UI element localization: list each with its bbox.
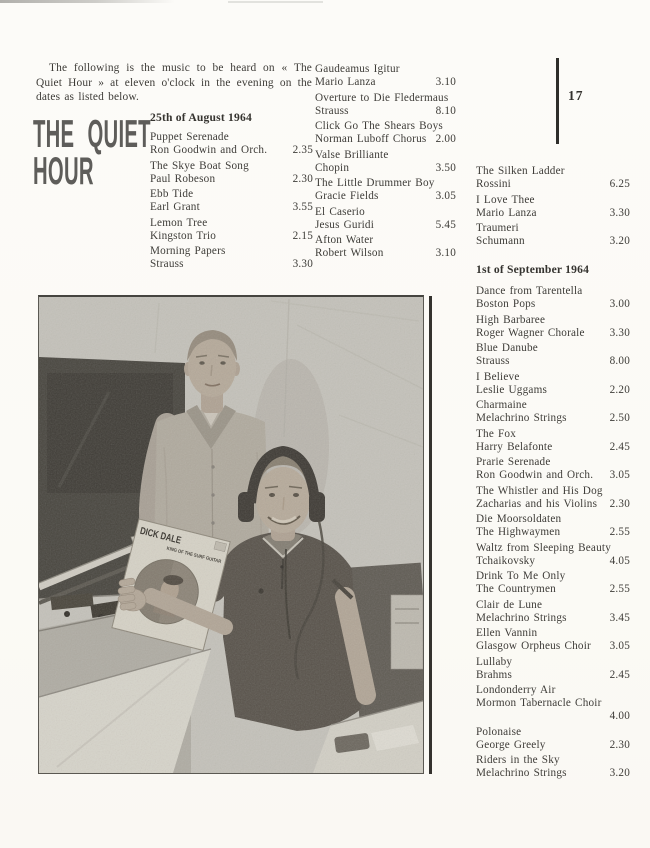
- song-meta: [476, 207, 630, 220]
- song-entry: [315, 63, 456, 89]
- song-duration: 2.45: [609, 668, 630, 681]
- song-meta: [476, 583, 630, 596]
- song-artist: Kingston Trio: [150, 229, 217, 242]
- song-meta: [150, 230, 313, 243]
- song-title: Lullaby: [476, 655, 513, 668]
- song-title: Dance from Tarentella: [476, 285, 583, 297]
- song-artist: Harry Belafonte: [476, 440, 553, 453]
- song-duration: 2.55: [609, 583, 630, 595]
- song-meta: [476, 412, 630, 425]
- song-meta: [476, 441, 630, 454]
- page-number-rule: [556, 58, 559, 144]
- song-entry: [476, 684, 630, 723]
- song-entry: [476, 726, 630, 752]
- song-meta: [315, 247, 456, 260]
- song-artist: Strauss: [315, 104, 349, 117]
- section-heading-august: 25th of August 1964: [150, 111, 253, 124]
- song-title: Clair de Lune: [476, 598, 543, 611]
- song-entry: [476, 222, 630, 248]
- song-list-august-3: [476, 165, 630, 248]
- song-meta: [476, 384, 630, 397]
- song-artist: Ron Goodwin and Orch.: [476, 469, 594, 481]
- song-artist: Mario Lanza: [315, 76, 376, 88]
- song-duration: 2.00: [435, 133, 456, 145]
- song-duration: 4.05: [609, 554, 630, 567]
- song-entry: [150, 131, 313, 157]
- song-entry: [476, 656, 630, 682]
- song-title: Prarie Serenade: [476, 456, 551, 468]
- song-title: The Little Drummer Boy: [315, 177, 435, 189]
- song-entry: [476, 542, 630, 568]
- song-title: Gaudeamus Igitur: [315, 63, 400, 75]
- song-title: High Barbaree: [476, 313, 546, 326]
- song-entry: [315, 177, 456, 203]
- song-meta: [150, 201, 313, 214]
- song-entry: [476, 570, 630, 596]
- song-artist: Tchaikovsky: [476, 554, 536, 567]
- song-artist: Earl Grant: [150, 201, 200, 213]
- song-entry: [476, 165, 630, 191]
- song-duration: 3.45: [609, 611, 630, 624]
- song-duration: 6.25: [609, 178, 630, 190]
- song-title: Puppet Serenade: [150, 131, 229, 143]
- song-title: Click Go The Shears Boys: [315, 120, 443, 132]
- song-duration: 8.00: [609, 355, 630, 367]
- song-title: Drink To Me Only: [476, 570, 566, 582]
- tone-wash: [39, 297, 423, 773]
- song-title: Riders in the Sky: [476, 754, 560, 766]
- song-artist: Rossini: [476, 178, 511, 190]
- song-entry: [476, 194, 630, 220]
- song-title: Waltz from Sleeping Beauty: [476, 541, 611, 554]
- song-duration: 3.20: [609, 767, 630, 779]
- song-artist: The Highwaymen: [476, 526, 561, 538]
- song-meta: [476, 298, 630, 311]
- song-meta: [315, 190, 456, 203]
- studio-photo: [38, 295, 424, 774]
- song-meta: [476, 327, 630, 340]
- song-meta: [150, 144, 313, 157]
- song-duration: 2.15: [292, 229, 313, 242]
- song-entry: [476, 513, 630, 539]
- program-title-line2: HOUR: [33, 150, 94, 193]
- song-duration: 2.30: [292, 172, 313, 185]
- song-artist: Melachrino Strings: [476, 611, 567, 624]
- song-meta: [476, 612, 630, 625]
- song-list-august-2: [315, 63, 456, 260]
- song-entry: [476, 599, 630, 625]
- song-duration: 2.55: [609, 526, 630, 538]
- song-meta: [476, 640, 630, 653]
- song-meta: [476, 355, 630, 368]
- song-entry: [476, 754, 630, 780]
- song-artist: Melachrino Strings: [476, 767, 567, 779]
- song-title: Charmaine: [476, 399, 527, 411]
- song-entry: [150, 188, 313, 214]
- song-artist: Gracie Fields: [315, 190, 379, 202]
- song-title: Overture to Die Fledermaus: [315, 91, 449, 104]
- song-duration: 2.35: [292, 144, 313, 156]
- song-meta: [315, 133, 456, 146]
- song-meta: [476, 526, 630, 539]
- song-title: I Love Thee: [476, 193, 535, 206]
- song-artist: Brahms: [476, 668, 513, 681]
- song-entry: [315, 234, 456, 260]
- song-duration: 4.00: [609, 710, 630, 722]
- song-artist: Mormon Tabernacle Choir: [476, 697, 602, 709]
- song-title: The Skye Boat Song: [150, 159, 249, 172]
- song-meta: [476, 767, 630, 780]
- song-duration: 3.30: [609, 326, 630, 339]
- intro-paragraph: The following is the music to be heard on « The Quiet Hour » at eleven o'clock in the evening on the dates as listed below.: [36, 62, 312, 104]
- august-column-2: [315, 63, 456, 263]
- song-title: El Caserio: [315, 205, 365, 218]
- song-meta: [315, 219, 456, 232]
- song-title: Ellen Vannin: [476, 627, 538, 639]
- song-duration: 3.00: [609, 298, 630, 310]
- song-entry: [150, 245, 313, 271]
- song-entry: [476, 314, 630, 340]
- song-title: Morning Papers: [150, 245, 226, 257]
- song-meta: [476, 178, 630, 191]
- song-title: The Whistler and His Dog: [476, 484, 603, 497]
- page-number: 17: [568, 88, 584, 103]
- song-title: Valse Brilliante: [315, 148, 389, 161]
- song-duration: 2.50: [609, 412, 630, 424]
- song-meta: [150, 173, 313, 186]
- song-artist: Norman Luboff Chorus: [315, 133, 427, 145]
- song-artist: Schumann: [476, 235, 525, 247]
- song-artist: Jesus Guridi: [315, 218, 375, 231]
- program-title: [33, 113, 151, 193]
- song-artist: George Greely: [476, 738, 546, 751]
- song-title: Die Moorsoldaten: [476, 513, 562, 525]
- song-artist: Mario Lanza: [476, 206, 537, 219]
- song-duration: 8.10: [435, 104, 456, 117]
- scan-artifact: [228, 1, 323, 3]
- song-meta: [476, 469, 630, 482]
- song-artist: Glasgow Orpheus Choir: [476, 640, 591, 652]
- song-entry: [476, 485, 630, 511]
- song-artist: Robert Wilson: [315, 247, 384, 259]
- studio-photo-illustration: [39, 297, 423, 773]
- song-entry: [476, 342, 630, 368]
- song-meta: [476, 669, 630, 682]
- song-duration: 3.30: [292, 258, 313, 270]
- song-entry: [315, 206, 456, 232]
- song-duration: 3.50: [435, 161, 456, 174]
- song-meta: [476, 235, 630, 248]
- song-title: The Silken Ladder: [476, 165, 565, 177]
- song-title: I Believe: [476, 370, 520, 383]
- song-meta: [476, 498, 630, 511]
- song-artist: Boston Pops: [476, 298, 536, 310]
- song-meta: [315, 105, 456, 118]
- song-entry: [476, 371, 630, 397]
- song-entry: [476, 627, 630, 653]
- program-title-line1: THE QUIET: [33, 113, 151, 156]
- song-duration: 3.10: [435, 247, 456, 259]
- song-entry: [476, 399, 630, 425]
- song-list-september: [476, 285, 630, 780]
- song-artist: Leslie Uggams: [476, 383, 548, 396]
- song-artist: Ron Goodwin and Orch.: [150, 144, 268, 156]
- song-meta: [315, 76, 456, 89]
- photo-rule: [429, 296, 432, 774]
- right-column: [476, 165, 630, 783]
- song-duration: 3.05: [609, 469, 630, 481]
- song-duration: 2.30: [609, 497, 630, 510]
- song-duration: 2.45: [609, 440, 630, 453]
- song-meta: [315, 162, 456, 175]
- song-duration: 3.05: [609, 640, 630, 652]
- song-entry: [476, 428, 630, 454]
- song-entry: [150, 160, 313, 186]
- song-artist: Paul Robeson: [150, 172, 216, 185]
- song-duration: 3.10: [435, 76, 456, 88]
- song-meta: [476, 555, 630, 568]
- song-entry: [315, 149, 456, 175]
- scan-artifact: [0, 0, 175, 3]
- song-title: Afton Water: [315, 234, 374, 246]
- song-title: Polonaise: [476, 725, 522, 738]
- song-duration: 2.30: [609, 738, 630, 751]
- song-entry: [476, 285, 630, 311]
- song-artist: Strauss: [150, 258, 184, 270]
- song-entry: [476, 456, 630, 482]
- song-meta: [476, 697, 630, 723]
- song-title: Lemon Tree: [150, 216, 208, 229]
- song-artist: The Countrymen: [476, 583, 556, 595]
- august-column-1: [150, 111, 313, 274]
- song-title: Ebb Tide: [150, 188, 194, 200]
- song-duration: 3.55: [292, 201, 313, 213]
- song-duration: 2.20: [609, 383, 630, 396]
- song-entry: [150, 217, 313, 243]
- song-artist: Melachrino Strings: [476, 412, 567, 424]
- song-title: Londonderry Air: [476, 684, 556, 696]
- song-entry: [315, 120, 456, 146]
- song-duration: 3.20: [609, 235, 630, 247]
- song-list-august-1: [150, 131, 313, 271]
- song-duration: 5.45: [435, 218, 456, 231]
- song-duration: 3.05: [435, 190, 456, 202]
- song-title: The Fox: [476, 427, 516, 440]
- song-duration: 3.30: [609, 206, 630, 219]
- section-heading-september: 1st of September 1964: [476, 263, 590, 276]
- song-title: Blue Danube: [476, 342, 538, 354]
- song-meta: [150, 258, 313, 271]
- song-title: Traumeri: [476, 222, 519, 234]
- song-artist: Roger Wagner Chorale: [476, 326, 585, 339]
- song-artist: Chopin: [315, 161, 350, 174]
- song-meta: [476, 739, 630, 752]
- song-artist: Zacharias and his Violins: [476, 497, 598, 510]
- song-entry: [315, 92, 456, 118]
- song-artist: Strauss: [476, 355, 510, 367]
